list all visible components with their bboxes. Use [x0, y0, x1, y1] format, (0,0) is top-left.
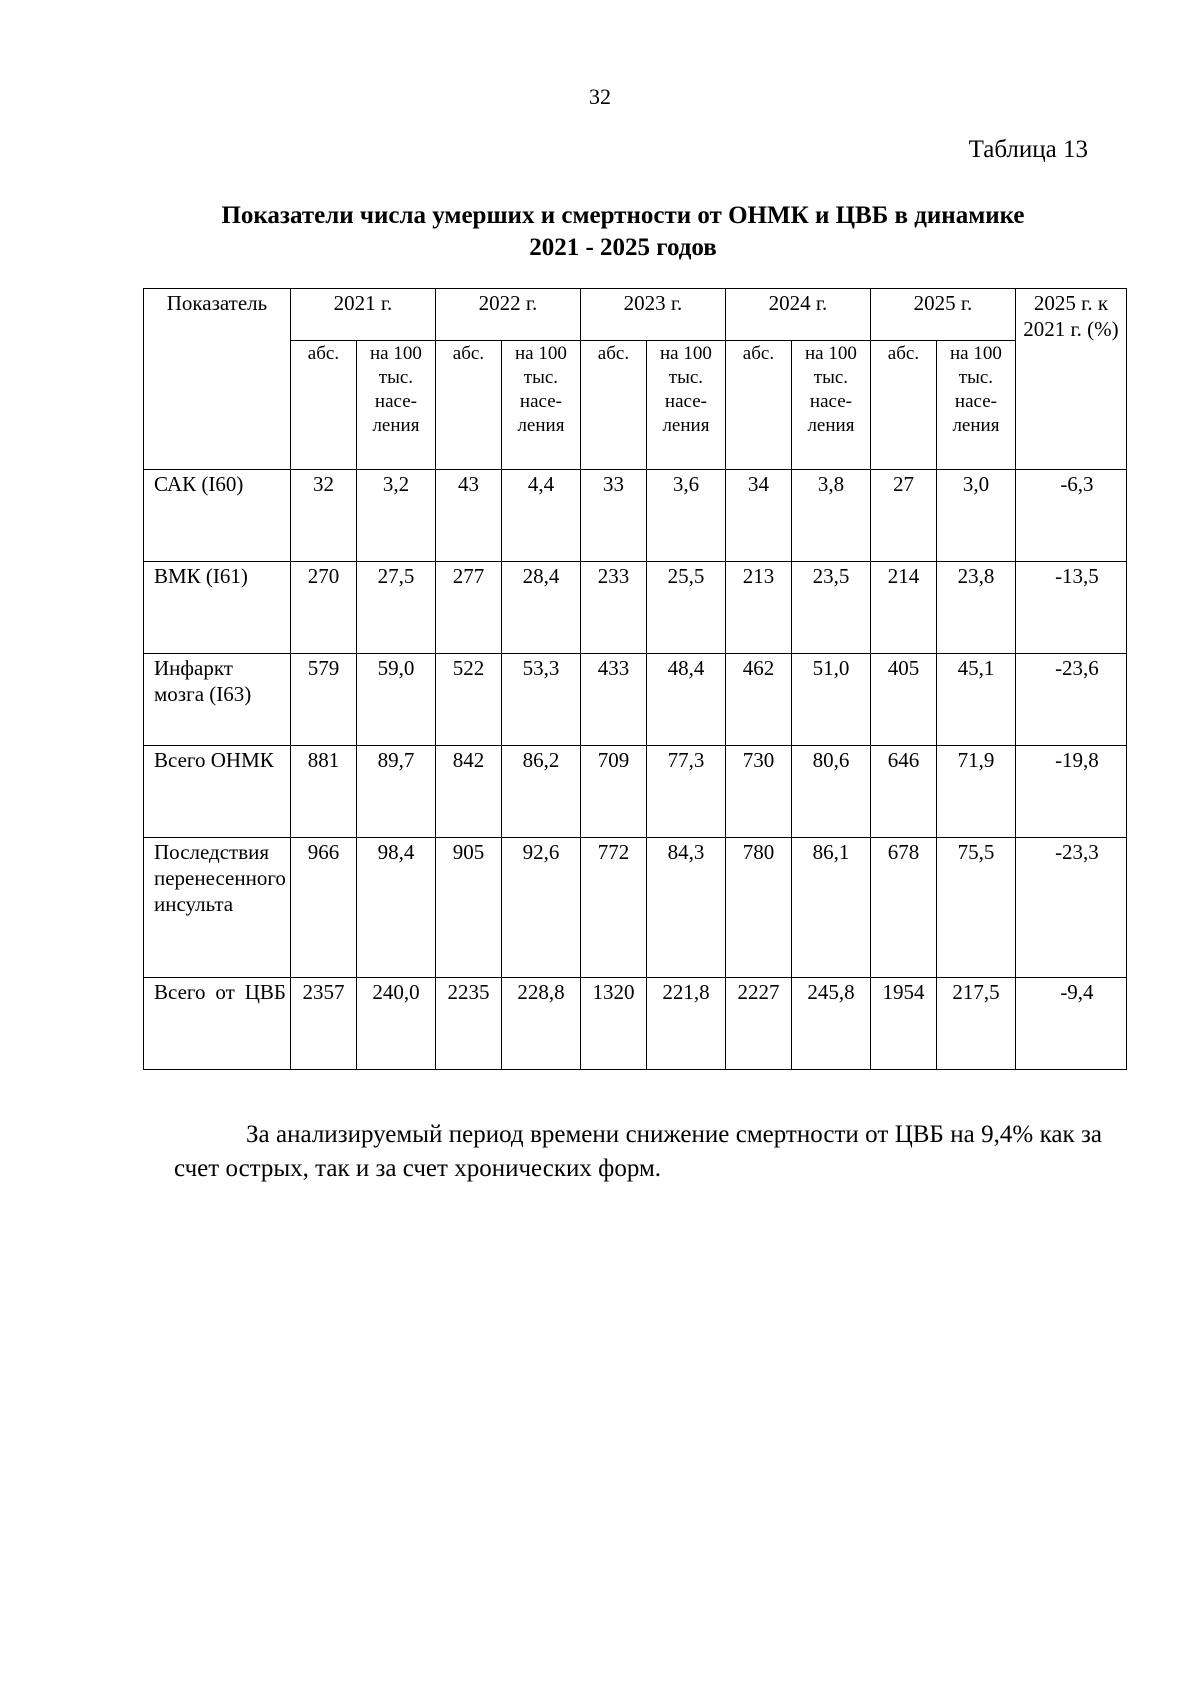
abs-cell: 772 [580, 838, 646, 978]
abs-cell: 678 [870, 838, 936, 978]
rate-cell: 3,8 [791, 470, 870, 562]
abs-cell: 2357 [290, 978, 356, 1070]
row-label: САК (I60) [144, 470, 291, 562]
rate-cell: 51,0 [791, 654, 870, 746]
subheader-rate: на 100 тыс. насе-ления [501, 341, 580, 470]
row-label: Инфаркт мозга (I63) [144, 654, 291, 746]
table-row [144, 470, 1127, 562]
header-year: 2025 г. [870, 289, 1015, 341]
subheader-abs: абс. [580, 341, 646, 470]
table-label: Таблица 13 [968, 136, 1088, 163]
rate-cell: 86,2 [501, 746, 580, 838]
abs-cell: 213 [725, 562, 791, 654]
abs-cell: 214 [870, 562, 936, 654]
change-cell: -9,4 [1015, 978, 1126, 1070]
abs-cell: 966 [290, 838, 356, 978]
abs-cell: 2235 [435, 978, 501, 1070]
abs-cell: 905 [435, 838, 501, 978]
rate-cell: 89,7 [356, 746, 435, 838]
abs-cell: 462 [725, 654, 791, 746]
rate-cell: 23,5 [791, 562, 870, 654]
abs-cell: 34 [725, 470, 791, 562]
subheader-rate: на 100 тыс. насе-ления [791, 341, 870, 470]
rate-cell: 53,3 [501, 654, 580, 746]
header-indicator: Показатель [144, 289, 291, 470]
change-cell: -6,3 [1015, 470, 1126, 562]
row-label: ВМК (I61) [144, 562, 291, 654]
rate-cell: 86,1 [791, 838, 870, 978]
abs-cell: 522 [435, 654, 501, 746]
abs-cell: 2227 [725, 978, 791, 1070]
page-number: 32 [589, 84, 611, 109]
rate-cell: 217,5 [936, 978, 1015, 1070]
abs-cell: 730 [725, 746, 791, 838]
change-cell: -23,6 [1015, 654, 1126, 746]
rate-cell: 98,4 [356, 838, 435, 978]
header-change: 2025 г. к 2021 г. (%) [1015, 289, 1126, 470]
table-title-line-1: Показатели числа умерших и смертности от ОНМК и ЦВБ в динамике [221, 202, 1025, 229]
abs-cell: 881 [290, 746, 356, 838]
abs-cell: 1954 [870, 978, 936, 1070]
abs-cell: 405 [870, 654, 936, 746]
table-row [144, 654, 1127, 746]
rate-cell: 28,4 [501, 562, 580, 654]
rate-cell: 84,3 [646, 838, 725, 978]
header-year: 2024 г. [725, 289, 870, 341]
table-row [144, 746, 1127, 838]
abs-cell: 32 [290, 470, 356, 562]
abs-cell: 842 [435, 746, 501, 838]
subheader-abs: абс. [870, 341, 936, 470]
abs-cell: 27 [870, 470, 936, 562]
subheader-abs: абс. [290, 341, 356, 470]
table-row [144, 978, 1127, 1070]
table-row [144, 838, 1127, 978]
abs-cell: 579 [290, 654, 356, 746]
abs-cell: 233 [580, 562, 646, 654]
abs-cell: 33 [580, 470, 646, 562]
subheader-abs: абс. [435, 341, 501, 470]
row-label: Всего от ЦВБ [144, 978, 291, 1070]
rate-cell: 4,4 [501, 470, 580, 562]
change-cell: -13,5 [1015, 562, 1126, 654]
rate-cell: 77,3 [646, 746, 725, 838]
rate-cell: 221,8 [646, 978, 725, 1070]
subheader-rate: на 100 тыс. насе-ления [356, 341, 435, 470]
rate-cell: 245,8 [791, 978, 870, 1070]
abs-cell: 43 [435, 470, 501, 562]
rate-cell: 3,0 [936, 470, 1015, 562]
rate-cell: 23,8 [936, 562, 1015, 654]
rate-cell: 3,2 [356, 470, 435, 562]
rate-cell: 75,5 [936, 838, 1015, 978]
rate-cell: 228,8 [501, 978, 580, 1070]
abs-cell: 277 [435, 562, 501, 654]
rate-cell: 3,6 [646, 470, 725, 562]
rate-cell: 240,0 [356, 978, 435, 1070]
header-year: 2022 г. [435, 289, 580, 341]
abs-cell: 780 [725, 838, 791, 978]
rate-cell: 25,5 [646, 562, 725, 654]
change-cell: -19,8 [1015, 746, 1126, 838]
subheader-abs: абс. [725, 341, 791, 470]
table-title [143, 200, 1103, 264]
subheader-rate: на 100 тыс. насе-ления [646, 341, 725, 470]
rate-cell: 45,1 [936, 654, 1015, 746]
row-label: Всего ОНМК [144, 746, 291, 838]
abs-cell: 709 [580, 746, 646, 838]
abs-cell: 270 [290, 562, 356, 654]
header-year: 2021 г. [290, 289, 435, 341]
rate-cell: 27,5 [356, 562, 435, 654]
rate-cell: 48,4 [646, 654, 725, 746]
table-title-line-2: 2021 - 2025 годов [529, 234, 717, 261]
header-year: 2023 г. [580, 289, 725, 341]
rate-cell: 71,9 [936, 746, 1015, 838]
rate-cell: 92,6 [501, 838, 580, 978]
abs-cell: 1320 [580, 978, 646, 1070]
rate-cell: 80,6 [791, 746, 870, 838]
mortality-table [143, 288, 1127, 1070]
abs-cell: 646 [870, 746, 936, 838]
change-cell: -23,3 [1015, 838, 1126, 978]
table-row [144, 562, 1127, 654]
rate-cell: 59,0 [356, 654, 435, 746]
conclusion-paragraph: За анализируемый период времени снижение смертности от ЦВБ на 9,4% как за счет острых, так и за счет хронических форм. [174, 1121, 1102, 1182]
abs-cell: 433 [580, 654, 646, 746]
subheader-rate: на 100 тыс. насе-ления [936, 341, 1015, 470]
row-label: Последствия перенесенного инсульта [144, 838, 291, 978]
